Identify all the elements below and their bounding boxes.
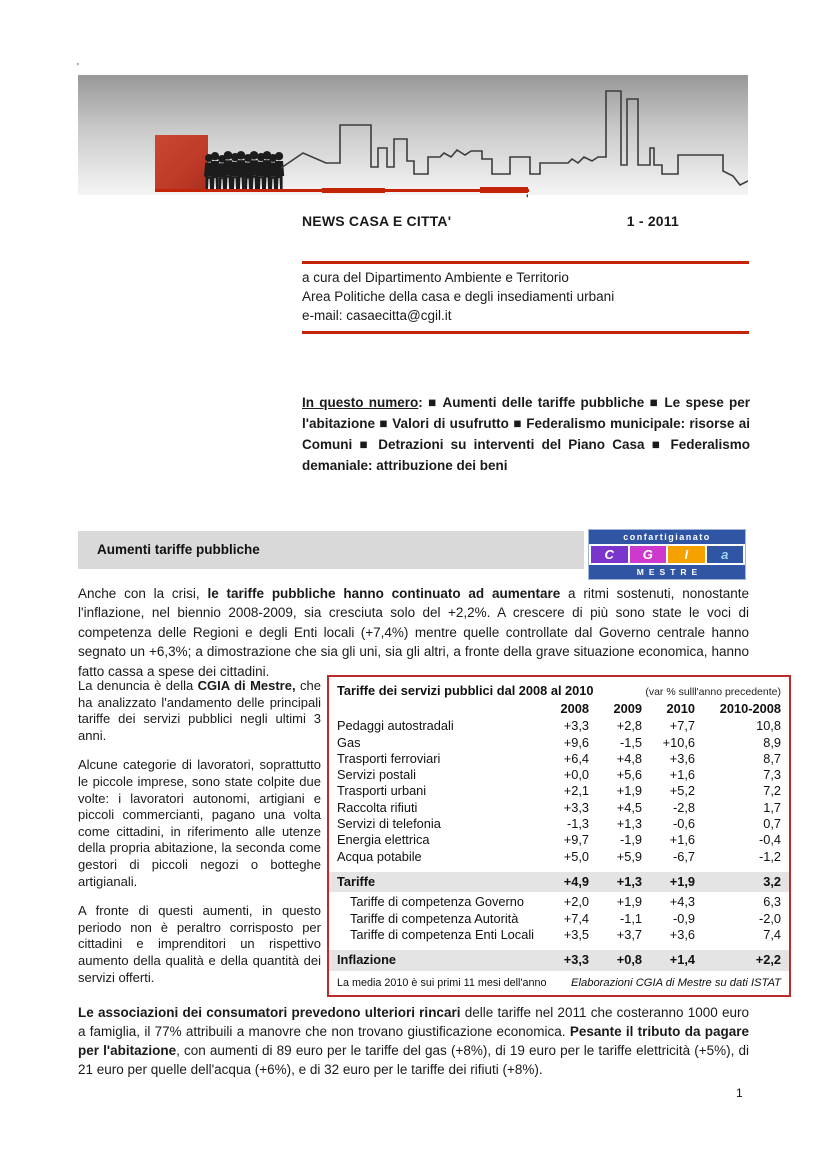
cell: 8,9 bbox=[763, 734, 781, 750]
row-label: Gas bbox=[337, 734, 361, 750]
row-label: Tariffe di competenza Governo bbox=[350, 894, 525, 910]
cell: 0,7 bbox=[763, 816, 781, 832]
section-header bbox=[78, 531, 584, 569]
logo-letter-row bbox=[589, 545, 745, 564]
cell: +1,9 bbox=[616, 894, 642, 910]
toc-items: : ■ Aumenti delle tariffe pubbliche ■ Le spese per l'abitazione ■ Valori di usufrutto ■ Federalismo municipale: risorse ai Comuni ■ Detrazioni su interventi del Piano Casa ■ Federalismo demaniale: attribuzione dei beni bbox=[302, 395, 750, 473]
table-row bbox=[337, 783, 781, 799]
intro-text: a ritmi sostenuti, nonostante l'inflazione, nel biennio 2008-2009, sia cresciuta solo del +2,2%. A crescere di più sono state le voci di competenza delle Regioni e degli Enti locali (+7,4%) mentre quelle controllate dal Governo centrale hanno segnato un +6,3%; a dimostrazione che sia gli uni, sia gli altri, a fronte della grave situazione economica, hanno fatto cassa a spese dei cittadini. bbox=[78, 586, 749, 679]
cell: 10,8 bbox=[756, 718, 781, 734]
red-underline bbox=[480, 187, 528, 193]
summary-row-inflazione bbox=[329, 950, 789, 971]
cell: +0,8 bbox=[616, 952, 642, 968]
cell: 8,7 bbox=[763, 750, 781, 766]
bottom-paragraph bbox=[78, 1003, 749, 1079]
cell: -1,3 bbox=[566, 816, 589, 832]
table-row bbox=[337, 751, 781, 767]
cell: +5,6 bbox=[616, 767, 642, 783]
cell: 7,2 bbox=[763, 783, 781, 799]
cell: +1,9 bbox=[669, 873, 695, 889]
column-header-2009: 2009 bbox=[613, 701, 642, 716]
table-footnotes bbox=[337, 977, 781, 989]
table-row bbox=[337, 832, 781, 848]
city-skyline-graphic bbox=[78, 75, 748, 195]
table-column-headers bbox=[337, 701, 781, 717]
stray-mark: ' bbox=[526, 193, 529, 205]
cell: +5,9 bbox=[616, 848, 642, 864]
left-paragraph-1 bbox=[78, 678, 321, 744]
table-row bbox=[337, 735, 781, 751]
row-label: Acqua potabile bbox=[337, 848, 422, 864]
bottom-bold-text: Pesante il tributo da pagare per l'abitazione bbox=[78, 1024, 749, 1058]
cell: +2,1 bbox=[563, 783, 589, 799]
table-subrow bbox=[337, 911, 781, 927]
logo-mestre-text: MESTRE bbox=[589, 564, 745, 579]
intro-bold-text: le tariffe pubbliche hanno continuato ad aumentare bbox=[207, 586, 561, 601]
cell: +3,3 bbox=[563, 799, 589, 815]
cell: +3,3 bbox=[563, 718, 589, 734]
cell: +1,3 bbox=[616, 816, 642, 832]
bottom-bold-text: Le associazioni dei consumatori prevedono ulteriori rincari bbox=[78, 1005, 461, 1020]
summary-row-tariffe bbox=[329, 872, 789, 893]
toc-label: In questo numero bbox=[302, 395, 419, 410]
cell: 7,3 bbox=[763, 767, 781, 783]
row-label: Inflazione bbox=[337, 952, 397, 968]
people-silhouettes-graphic bbox=[204, 151, 284, 190]
left-text: La denuncia è della bbox=[78, 678, 198, 693]
left-text: che ha analizzato l'andamento delle principali tariffe dei servizi pubblici negli ultimi 3 anni. bbox=[78, 678, 321, 743]
cell: +7,4 bbox=[563, 910, 589, 926]
cell: +1,4 bbox=[669, 952, 695, 968]
row-label: Energia elettrica bbox=[337, 832, 430, 848]
table-note-left: La media 2010 è sui primi 11 mesi dell'anno bbox=[337, 976, 547, 989]
left-paragraph-3: A fronte di questi aumenti, in questo periodo non è peraltro corrisposto per cittadini e imprenditori un rispettivo aumento della qualità e della quantità dei servizi offerti. bbox=[78, 903, 321, 985]
masthead-line: Area Politiche della casa e degli insediamenti urbani bbox=[302, 289, 615, 304]
cell: -2,8 bbox=[672, 799, 695, 815]
column-header-2008: 2008 bbox=[560, 701, 589, 716]
masthead-email: e-mail: casaecitta@cgil.it bbox=[302, 308, 452, 323]
cell: -1,1 bbox=[619, 910, 642, 926]
cell: +10,6 bbox=[662, 734, 695, 750]
table-row bbox=[337, 800, 781, 816]
table-row bbox=[337, 816, 781, 832]
section-title: Aumenti tariffe pubbliche bbox=[97, 542, 260, 557]
row-label: Pedaggi autostradali bbox=[337, 718, 454, 734]
left-bold-text: CGIA di Mestre, bbox=[197, 678, 296, 693]
intro-paragraph bbox=[78, 584, 749, 681]
cell: +1,6 bbox=[669, 832, 695, 848]
title-row bbox=[302, 213, 749, 229]
cell: 6,3 bbox=[763, 894, 781, 910]
cell: +3,3 bbox=[563, 952, 589, 968]
cell: +4,3 bbox=[669, 894, 695, 910]
tariffs-table bbox=[327, 675, 791, 997]
logo-confartigianato-text: confartigianato bbox=[589, 530, 745, 545]
logo-letter-i: I bbox=[668, 546, 705, 563]
cell: +3,6 bbox=[669, 750, 695, 766]
row-label: Trasporti urbani bbox=[337, 783, 427, 799]
stray-mark: ' bbox=[77, 62, 79, 73]
page-number: 1 bbox=[736, 1086, 743, 1100]
row-label: Trasporti ferroviari bbox=[337, 750, 441, 766]
table-title-row bbox=[337, 683, 781, 698]
cell: +6,4 bbox=[563, 750, 589, 766]
table-row bbox=[337, 718, 781, 734]
cell: +5,2 bbox=[669, 783, 695, 799]
cell: +3,6 bbox=[669, 927, 695, 943]
newsletter-title: NEWS CASA E CITTA' bbox=[302, 213, 452, 229]
red-underline bbox=[322, 188, 385, 193]
row-label: Tariffe di competenza Enti Locali bbox=[350, 927, 534, 943]
cell: +9,6 bbox=[563, 734, 589, 750]
intro-text: Anche con la crisi, bbox=[78, 586, 208, 601]
bottom-text: , con aumenti di 89 euro per le tariffe del gas (+8%), di 19 euro per le tariffe elettricità (+5%), di 21 euro per quelle dell'acqua (+6%), e di 32 euro per le tariffe dei rifiuti (+8%). bbox=[78, 1043, 749, 1077]
cgia-mestre-logo bbox=[588, 529, 746, 580]
cell: -6,7 bbox=[672, 848, 695, 864]
table-row bbox=[337, 767, 781, 783]
masthead bbox=[302, 261, 749, 334]
table-subrow bbox=[337, 894, 781, 910]
cell: +4,8 bbox=[616, 750, 642, 766]
cell: +5,0 bbox=[563, 848, 589, 864]
cell: -1,5 bbox=[619, 734, 642, 750]
table-subtitle: (var % sulll'anno precedente) bbox=[645, 686, 781, 698]
cell: +2,8 bbox=[616, 718, 642, 734]
cell: -2,0 bbox=[758, 910, 781, 926]
cell: +2,0 bbox=[563, 894, 589, 910]
cell: +3,7 bbox=[616, 927, 642, 943]
row-label: Servizi postali bbox=[337, 767, 416, 783]
cell: +2,2 bbox=[755, 952, 781, 968]
cell: 3,2 bbox=[763, 873, 781, 889]
cell: +0,0 bbox=[563, 767, 589, 783]
table-row bbox=[337, 849, 781, 865]
logo-letter-a: a bbox=[707, 546, 744, 563]
issue-number: 1 - 2011 bbox=[626, 213, 679, 229]
skyline-outline bbox=[281, 91, 748, 185]
table-note-right: Elaborazioni CGIA di Mestre su dati ISTAT bbox=[571, 976, 781, 989]
left-paragraph-2: Alcune categorie di lavoratori, soprattutto le piccole imprese, sono state colpite due volte: i lavoratori autonomi, artigiani e piccoli commercianti, pagano una volta come cittadini, in riferimento alle utenze della propria abitazione, la seconda come gestori di piccoli negozi o botteghe artigianali. bbox=[78, 757, 321, 889]
table-title: Tariffe dei servizi pubblici dal 2008 al 2010 bbox=[337, 683, 594, 698]
logo-letter-c: C bbox=[591, 546, 628, 563]
cell: +1,3 bbox=[616, 873, 642, 889]
row-label: Servizi di telefonia bbox=[337, 816, 441, 832]
column-header-2010: 2010 bbox=[666, 701, 695, 716]
table-subrow bbox=[337, 927, 781, 943]
cell: +1,9 bbox=[616, 783, 642, 799]
bottom-text: delle tariffe nel 2011 che costeranno 1000 euro a famiglia, il 77% attribuili a manovre che non trovano giustificazione economica. bbox=[78, 1005, 749, 1039]
left-column bbox=[78, 678, 321, 999]
logo-letter-g: G bbox=[630, 546, 667, 563]
cell: +9,7 bbox=[563, 832, 589, 848]
toc-paragraph bbox=[302, 392, 750, 476]
column-header-2010-2008: 2010-2008 bbox=[719, 701, 781, 716]
row-label: Raccolta rifiuti bbox=[337, 799, 418, 815]
cell: -1,2 bbox=[758, 848, 781, 864]
cell: +4,5 bbox=[616, 799, 642, 815]
cell: +4,9 bbox=[563, 873, 589, 889]
cell: +7,7 bbox=[669, 718, 695, 734]
row-label: Tariffe bbox=[337, 873, 376, 889]
cell: 7,4 bbox=[763, 927, 781, 943]
cell: +1,6 bbox=[669, 767, 695, 783]
row-label: Tariffe di competenza Autorità bbox=[350, 910, 519, 926]
cell: -0,4 bbox=[758, 832, 781, 848]
header-illustration bbox=[78, 75, 748, 195]
cell: 1,7 bbox=[763, 799, 781, 815]
cell: -0,6 bbox=[672, 816, 695, 832]
cell: +3,5 bbox=[563, 927, 589, 943]
masthead-line: a cura del Dipartimento Ambiente e Territorio bbox=[302, 270, 569, 285]
cell: -1,9 bbox=[619, 832, 642, 848]
cell: -0,9 bbox=[672, 910, 695, 926]
